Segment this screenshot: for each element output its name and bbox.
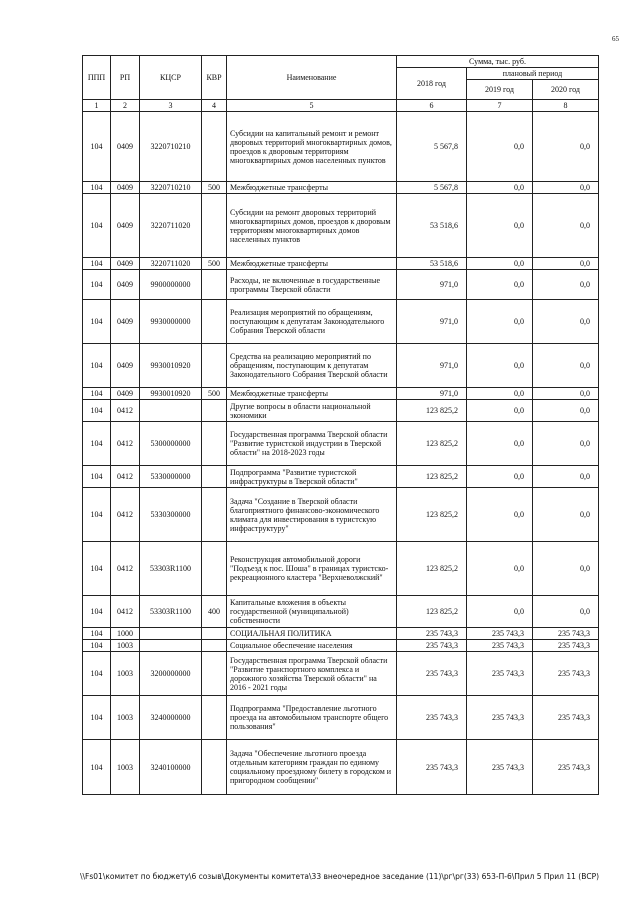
cell-2018: 235 743,3 bbox=[397, 740, 467, 795]
cell-2019: 0,0 bbox=[467, 422, 533, 466]
cell-2020: 0,0 bbox=[533, 182, 599, 194]
header-plan-period: плановый период bbox=[467, 68, 599, 80]
header-num: 7 bbox=[467, 100, 533, 112]
table-row bbox=[83, 696, 599, 740]
cell-2019: 235 743,3 bbox=[467, 640, 533, 652]
cell-2018: 123 825,2 bbox=[397, 466, 467, 488]
cell-kvr bbox=[202, 640, 227, 652]
cell-name: Межбюджетные трансферты bbox=[227, 388, 397, 400]
cell-kcsr: 3200000000 bbox=[140, 652, 202, 696]
table-row bbox=[83, 740, 599, 795]
cell-2020: 0,0 bbox=[533, 400, 599, 422]
cell-2018: 123 825,2 bbox=[397, 422, 467, 466]
cell-ppp: 104 bbox=[83, 740, 111, 795]
header-ppp: ППП bbox=[83, 56, 111, 100]
cell-2019: 0,0 bbox=[467, 400, 533, 422]
cell-name: Другие вопросы в области национальной экономики bbox=[227, 400, 397, 422]
footer-file-path: \\Fs01\комитет по бюджету\6 созыв\Документы комитета\33 внеочередное заседание (11)\рг\рг(33) 653-П-6\Прил 5 Прил 11 (ВСР) bbox=[80, 872, 600, 881]
cell-name: Субсидии на капитальный ремонт и ремонт дворовых территорий многоквартирных домов, проездов к дворовым территориям многоквартирных домов населенных пунктов bbox=[227, 112, 397, 182]
cell-rp: 1003 bbox=[111, 652, 140, 696]
cell-2019: 235 743,3 bbox=[467, 696, 533, 740]
cell-rp: 0409 bbox=[111, 270, 140, 300]
header-sum: Сумма, тыс. руб. bbox=[397, 56, 599, 68]
cell-2020: 235 743,3 bbox=[533, 696, 599, 740]
cell-kcsr bbox=[140, 628, 202, 640]
cell-2020: 235 743,3 bbox=[533, 652, 599, 696]
cell-ppp: 104 bbox=[83, 112, 111, 182]
cell-rp: 0409 bbox=[111, 388, 140, 400]
cell-kcsr: 5330000000 bbox=[140, 466, 202, 488]
cell-ppp: 104 bbox=[83, 488, 111, 542]
header-num: 3 bbox=[140, 100, 202, 112]
cell-kvr bbox=[202, 466, 227, 488]
cell-2018: 971,0 bbox=[397, 300, 467, 344]
cell-2019: 235 743,3 bbox=[467, 628, 533, 640]
header-kvr: КВР bbox=[202, 56, 227, 100]
cell-rp: 1003 bbox=[111, 696, 140, 740]
cell-rp: 0409 bbox=[111, 112, 140, 182]
cell-2018: 235 743,3 bbox=[397, 696, 467, 740]
cell-name: Реализация мероприятий по обращениям, поступающим к депутатам Законодательного Собрания Тверской области bbox=[227, 300, 397, 344]
cell-2020: 235 743,3 bbox=[533, 640, 599, 652]
cell-name: Реконструкция автомобильной дороги "Подъезд к пос. Шоша" в границах туристско-рекреационного кластера "Верхневолжский" bbox=[227, 542, 397, 596]
header-num: 2 bbox=[111, 100, 140, 112]
cell-2020: 0,0 bbox=[533, 300, 599, 344]
cell-name: Государственная программа Тверской области "Развитие транспортного комплекса и дорожного хозяйства Тверской области" на 2016 - 2021 годы bbox=[227, 652, 397, 696]
cell-2019: 0,0 bbox=[467, 542, 533, 596]
cell-rp: 0409 bbox=[111, 194, 140, 258]
cell-rp: 0412 bbox=[111, 400, 140, 422]
table-row bbox=[83, 640, 599, 652]
cell-rp: 1000 bbox=[111, 628, 140, 640]
cell-kcsr: 3240000000 bbox=[140, 696, 202, 740]
cell-2020: 0,0 bbox=[533, 270, 599, 300]
cell-rp: 0412 bbox=[111, 466, 140, 488]
cell-kvr bbox=[202, 270, 227, 300]
header-kcsr: КЦСР bbox=[140, 56, 202, 100]
cell-2018: 123 825,2 bbox=[397, 596, 467, 628]
cell-2020: 0,0 bbox=[533, 596, 599, 628]
table-row bbox=[83, 300, 599, 344]
cell-2018: 53 518,6 bbox=[397, 258, 467, 270]
cell-name: Социальное обеспечение населения bbox=[227, 640, 397, 652]
cell-rp: 0409 bbox=[111, 182, 140, 194]
cell-kvr bbox=[202, 344, 227, 388]
cell-kcsr bbox=[140, 640, 202, 652]
cell-ppp: 104 bbox=[83, 596, 111, 628]
cell-2019: 0,0 bbox=[467, 258, 533, 270]
cell-kvr: 500 bbox=[202, 388, 227, 400]
table-row bbox=[83, 652, 599, 696]
cell-kvr bbox=[202, 740, 227, 795]
cell-rp: 1003 bbox=[111, 640, 140, 652]
cell-kvr bbox=[202, 400, 227, 422]
cell-name: Субсидии на ремонт дворовых территорий многоквартирных домов, проездов к дворовым территориям многоквартирных домов населенных пунктов bbox=[227, 194, 397, 258]
cell-2020: 235 743,3 bbox=[533, 740, 599, 795]
cell-2020: 0,0 bbox=[533, 488, 599, 542]
cell-ppp: 104 bbox=[83, 388, 111, 400]
cell-2018: 971,0 bbox=[397, 388, 467, 400]
header-num: 5 bbox=[227, 100, 397, 112]
table-row bbox=[83, 270, 599, 300]
table-row bbox=[83, 628, 599, 640]
cell-ppp: 104 bbox=[83, 466, 111, 488]
cell-rp: 1003 bbox=[111, 740, 140, 795]
cell-name: Капитальные вложения в объекты государственной (муниципальной) собственности bbox=[227, 596, 397, 628]
cell-2018: 971,0 bbox=[397, 344, 467, 388]
cell-kcsr: 5330300000 bbox=[140, 488, 202, 542]
cell-kcsr bbox=[140, 400, 202, 422]
cell-ppp: 104 bbox=[83, 696, 111, 740]
cell-kcsr: 9900000000 bbox=[140, 270, 202, 300]
cell-name: Подпрограмма "Предоставление льготного проезда на автомобильном транспорте общего пользования" bbox=[227, 696, 397, 740]
table-row bbox=[83, 488, 599, 542]
cell-kcsr: 9930010920 bbox=[140, 388, 202, 400]
cell-2020: 0,0 bbox=[533, 194, 599, 258]
header-num: 6 bbox=[397, 100, 467, 112]
cell-ppp: 104 bbox=[83, 628, 111, 640]
cell-2018: 971,0 bbox=[397, 270, 467, 300]
table-row bbox=[83, 258, 599, 270]
cell-2019: 0,0 bbox=[467, 596, 533, 628]
table-row bbox=[83, 344, 599, 388]
cell-kvr bbox=[202, 542, 227, 596]
table-row bbox=[83, 112, 599, 182]
cell-name: Государственная программа Тверской области "Развитие туристской индустрии в Тверской области" на 2018-2023 годы bbox=[227, 422, 397, 466]
cell-name: Средства на реализацию мероприятий по обращениям, поступающим к депутатам Законодательного Собрания Тверской области bbox=[227, 344, 397, 388]
cell-kcsr: 9930010920 bbox=[140, 344, 202, 388]
cell-2018: 5 567,8 bbox=[397, 112, 467, 182]
cell-ppp: 104 bbox=[83, 542, 111, 596]
cell-2019: 0,0 bbox=[467, 344, 533, 388]
cell-2019: 0,0 bbox=[467, 488, 533, 542]
cell-kvr bbox=[202, 652, 227, 696]
cell-rp: 0412 bbox=[111, 422, 140, 466]
cell-name: Межбюджетные трансферты bbox=[227, 182, 397, 194]
cell-kcsr: 3220710210 bbox=[140, 112, 202, 182]
cell-kvr bbox=[202, 194, 227, 258]
cell-2019: 0,0 bbox=[467, 112, 533, 182]
cell-2019: 0,0 bbox=[467, 300, 533, 344]
cell-kcsr: 53303R1100 bbox=[140, 596, 202, 628]
cell-kcsr: 53303R1100 bbox=[140, 542, 202, 596]
header-2018: 2018 год bbox=[397, 68, 467, 100]
table-row bbox=[83, 400, 599, 422]
cell-kcsr: 3240100000 bbox=[140, 740, 202, 795]
cell-2018: 123 825,2 bbox=[397, 488, 467, 542]
cell-ppp: 104 bbox=[83, 422, 111, 466]
cell-name: Межбюджетные трансферты bbox=[227, 258, 397, 270]
header-rp: РП bbox=[111, 56, 140, 100]
cell-kcsr: 3220711020 bbox=[140, 194, 202, 258]
cell-2018: 235 743,3 bbox=[397, 628, 467, 640]
cell-2020: 0,0 bbox=[533, 258, 599, 270]
cell-2020: 0,0 bbox=[533, 344, 599, 388]
cell-kcsr: 5300000000 bbox=[140, 422, 202, 466]
cell-kvr: 400 bbox=[202, 596, 227, 628]
cell-ppp: 104 bbox=[83, 640, 111, 652]
cell-2020: 235 743,3 bbox=[533, 628, 599, 640]
cell-kcsr: 3220710210 bbox=[140, 182, 202, 194]
cell-rp: 0412 bbox=[111, 542, 140, 596]
cell-ppp: 104 bbox=[83, 300, 111, 344]
cell-ppp: 104 bbox=[83, 182, 111, 194]
cell-kvr bbox=[202, 628, 227, 640]
cell-kcsr: 3220711020 bbox=[140, 258, 202, 270]
cell-name: Задача "Обеспечение льготного проезда отдельным категориям граждан по единому социальному проездному билету в городском и пригородном сообщении" bbox=[227, 740, 397, 795]
cell-2020: 0,0 bbox=[533, 542, 599, 596]
cell-rp: 0412 bbox=[111, 488, 140, 542]
header-num: 1 bbox=[83, 100, 111, 112]
cell-ppp: 104 bbox=[83, 194, 111, 258]
cell-2019: 0,0 bbox=[467, 194, 533, 258]
cell-rp: 0409 bbox=[111, 344, 140, 388]
cell-kcsr: 9930000000 bbox=[140, 300, 202, 344]
cell-2019: 235 743,3 bbox=[467, 652, 533, 696]
header-name: Наименование bbox=[227, 56, 397, 100]
cell-2018: 235 743,3 bbox=[397, 640, 467, 652]
table-row bbox=[83, 388, 599, 400]
cell-2018: 53 518,6 bbox=[397, 194, 467, 258]
cell-2018: 123 825,2 bbox=[397, 542, 467, 596]
table-row bbox=[83, 194, 599, 258]
cell-name: Задача "Создание в Тверской области благоприятного финансово-экономического климата для инвестирования в туристскую инфраструктуру" bbox=[227, 488, 397, 542]
cell-2018: 123 825,2 bbox=[397, 400, 467, 422]
cell-2020: 0,0 bbox=[533, 466, 599, 488]
cell-2019: 0,0 bbox=[467, 182, 533, 194]
table-row bbox=[83, 542, 599, 596]
cell-rp: 0409 bbox=[111, 258, 140, 270]
table-row bbox=[83, 422, 599, 466]
cell-name: Подпрограмма "Развитие туристской инфраструктуры в Тверской области" bbox=[227, 466, 397, 488]
page-number: 65 bbox=[612, 35, 619, 43]
cell-ppp: 104 bbox=[83, 652, 111, 696]
header-num: 8 bbox=[533, 100, 599, 112]
table-row bbox=[83, 596, 599, 628]
table-row bbox=[83, 182, 599, 194]
cell-kvr bbox=[202, 300, 227, 344]
cell-2020: 0,0 bbox=[533, 388, 599, 400]
cell-2019: 0,0 bbox=[467, 270, 533, 300]
budget-table bbox=[82, 55, 599, 795]
cell-kvr: 500 bbox=[202, 182, 227, 194]
cell-name: СОЦИАЛЬНАЯ ПОЛИТИКА bbox=[227, 628, 397, 640]
cell-2020: 0,0 bbox=[533, 112, 599, 182]
cell-ppp: 104 bbox=[83, 258, 111, 270]
header-2019: 2019 год bbox=[467, 80, 533, 100]
cell-2019: 0,0 bbox=[467, 466, 533, 488]
cell-ppp: 104 bbox=[83, 344, 111, 388]
cell-2018: 5 567,8 bbox=[397, 182, 467, 194]
cell-kvr bbox=[202, 696, 227, 740]
cell-rp: 0409 bbox=[111, 300, 140, 344]
cell-rp: 0412 bbox=[111, 596, 140, 628]
cell-kvr: 500 bbox=[202, 258, 227, 270]
cell-ppp: 104 bbox=[83, 400, 111, 422]
table-row bbox=[83, 466, 599, 488]
cell-2020: 0,0 bbox=[533, 422, 599, 466]
cell-kvr bbox=[202, 422, 227, 466]
header-2020: 2020 год bbox=[533, 80, 599, 100]
cell-ppp: 104 bbox=[83, 270, 111, 300]
cell-kvr bbox=[202, 112, 227, 182]
cell-2019: 0,0 bbox=[467, 388, 533, 400]
header-num: 4 bbox=[202, 100, 227, 112]
cell-2018: 235 743,3 bbox=[397, 652, 467, 696]
cell-name: Расходы, не включенные в государственные программы Тверской области bbox=[227, 270, 397, 300]
cell-kvr bbox=[202, 488, 227, 542]
cell-2019: 235 743,3 bbox=[467, 740, 533, 795]
